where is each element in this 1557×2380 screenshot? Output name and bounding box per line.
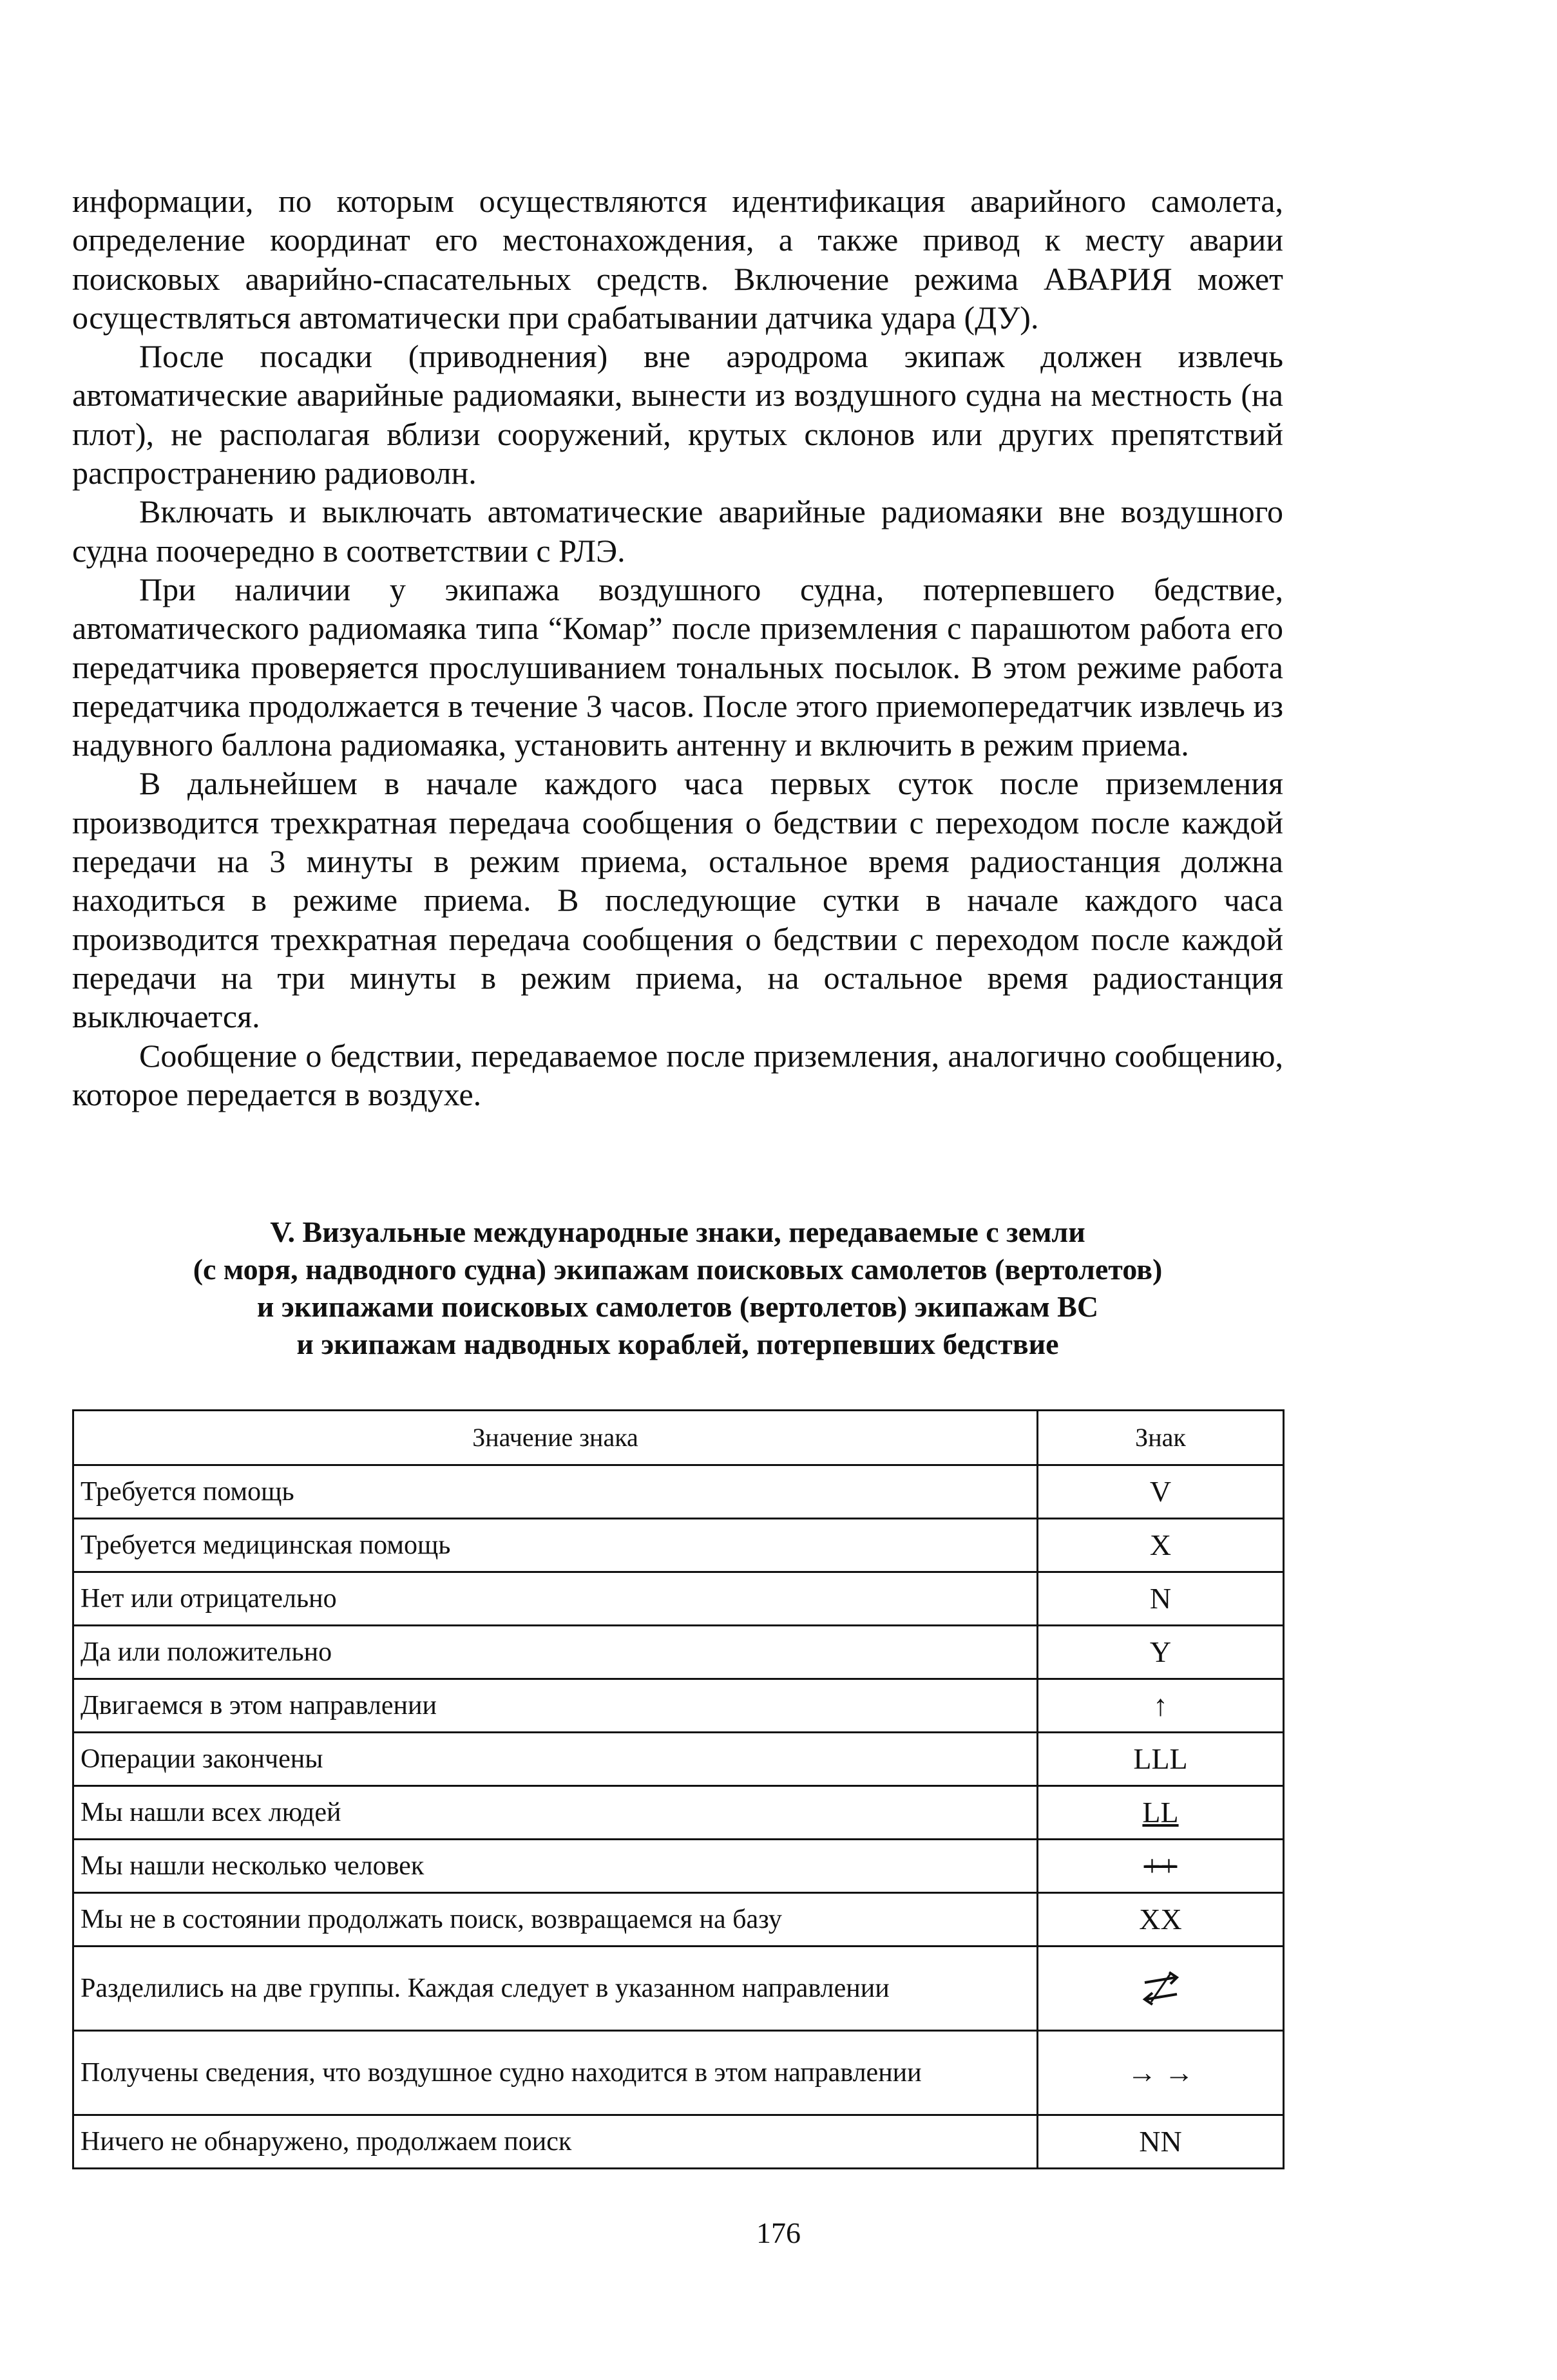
row-meaning: Операции закончены <box>73 1733 1038 1786</box>
paragraph-6: Сообщение о бедствии, передаваемое после приземления, аналогично сообщению, которое передается в воздухе. <box>72 1037 1283 1112</box>
signs-table <box>72 1409 1285 2169</box>
row-meaning: Мы нашли несколько человек <box>73 1840 1038 1893</box>
row-sign: NN <box>1038 2115 1284 2169</box>
table-row <box>73 1626 1284 1679</box>
row-meaning: Разделились на две группы. Каждая следует в указанном направлении <box>73 1947 1038 2031</box>
table-row <box>73 2115 1284 2169</box>
row-meaning: Мы не в состоянии продолжать поиск, возвращаемся на базу <box>73 1893 1038 1947</box>
table-row <box>73 2031 1284 2115</box>
table-row <box>73 1733 1284 1786</box>
paragraph-4: При наличии у экипажа воздушного судна, потерпевшего бедствие, автоматического радиомаяка типа “Комар” после приземления с парашютом работа его передатчика проверяется прослушиванием тональных посылок. В этом режиме работа передатчика продолжается в течение 3 часов. После этого приемопередатчик извлечь из надувного баллона радиомаяка, установить антенну и включить в режим приема. <box>72 571 1283 763</box>
row-meaning: Ничего не обнаружено, продолжаем поиск <box>73 2115 1038 2169</box>
table-row <box>73 1840 1284 1893</box>
heading-line-2: (с моря, надводного судна) экипажам поисковых самолетов (вертолетов) <box>193 1253 1163 1286</box>
row-sign: N <box>1038 1572 1284 1626</box>
section-heading <box>72 1214 1283 1363</box>
table-row <box>73 1947 1284 2031</box>
paragraph-3: Включать и выключать автоматические аварийные радиомаяки вне воздушного судна поочередно в соответствии с РЛЭ. <box>72 493 1283 569</box>
row-sign: V <box>1038 1465 1284 1519</box>
table-row <box>73 1679 1284 1733</box>
row-sign: → → <box>1038 2031 1284 2115</box>
table-row <box>73 1786 1284 1840</box>
row-sign: XX <box>1038 1893 1284 1947</box>
table-row <box>73 1519 1284 1572</box>
paragraph-2: После посадки (приводнения) вне аэродрома экипаж должен извлечь автоматические аварийные радиомаяки, вынести из воздушного судна на местность (на плот), не располагая вблизи сооружений, крутых склонов или других препятствий распространению радиоволн. <box>72 338 1283 491</box>
row-sign: LL <box>1038 1786 1284 1840</box>
heading-line-3: и экипажами поисковых самолетов (вертолетов) экипажам ВС <box>256 1290 1099 1323</box>
row-meaning: Да или положительно <box>73 1626 1038 1679</box>
table-header-row <box>73 1411 1284 1465</box>
row-sign: LLL <box>1038 1733 1284 1786</box>
table-row <box>73 1893 1284 1947</box>
header-meaning: Значение знака <box>73 1411 1038 1465</box>
row-meaning: Мы нашли всех людей <box>73 1786 1038 1840</box>
split-directions-icon <box>1138 1966 1183 2011</box>
row-sign: ↑ <box>1038 1679 1284 1733</box>
row-meaning: Двигаемся в этом направлении <box>73 1679 1038 1733</box>
table-row <box>73 1465 1284 1519</box>
paragraph-1: информации, по которым осуществляются идентификация аварийного самолета, определение координат его местонахождения, а также привод к месту аварии поисковых аварийно-спасательных средств. Включение режима АВАРИЯ может осуществляться автоматически при срабатывании датчика удара (ДУ). <box>72 183 1283 336</box>
row-sign <box>1038 1947 1284 2031</box>
row-meaning: Получены сведения, что воздушное судно находится в этом направлении <box>73 2031 1038 2115</box>
row-meaning: Требуется помощь <box>73 1465 1038 1519</box>
row-sign: X <box>1038 1519 1284 1572</box>
page-number: 176 <box>756 2216 801 2249</box>
heading-line-4: и экипажам надводных кораблей, потерпевших бедствие <box>296 1328 1059 1360</box>
paragraph-5: В дальнейшем в начале каждого часа первых суток после приземления производится трехкратная передача сообщения о бедствии с переходом после каждой передачи на 3 минуты в режим приема, остальное время радиостанция должна находиться в режиме приема. В последующие сутки в начале каждого часа производится трехкратная передача сообщения о бедствии с переходом после каждой передачи на три минуты в режим приема, на остальное время радиостанция выключается. <box>72 765 1283 1035</box>
body-text <box>72 182 1283 1114</box>
row-meaning: Нет или отрицательно <box>73 1572 1038 1626</box>
header-sign: Знак <box>1038 1411 1284 1465</box>
row-meaning: Требуется медицинская помощь <box>73 1519 1038 1572</box>
table-row <box>73 1572 1284 1626</box>
row-sign: ++ <box>1038 1840 1284 1893</box>
row-sign: Y <box>1038 1626 1284 1679</box>
heading-line-1: V. Визуальные международные знаки, передаваемые с земли <box>270 1215 1085 1248</box>
